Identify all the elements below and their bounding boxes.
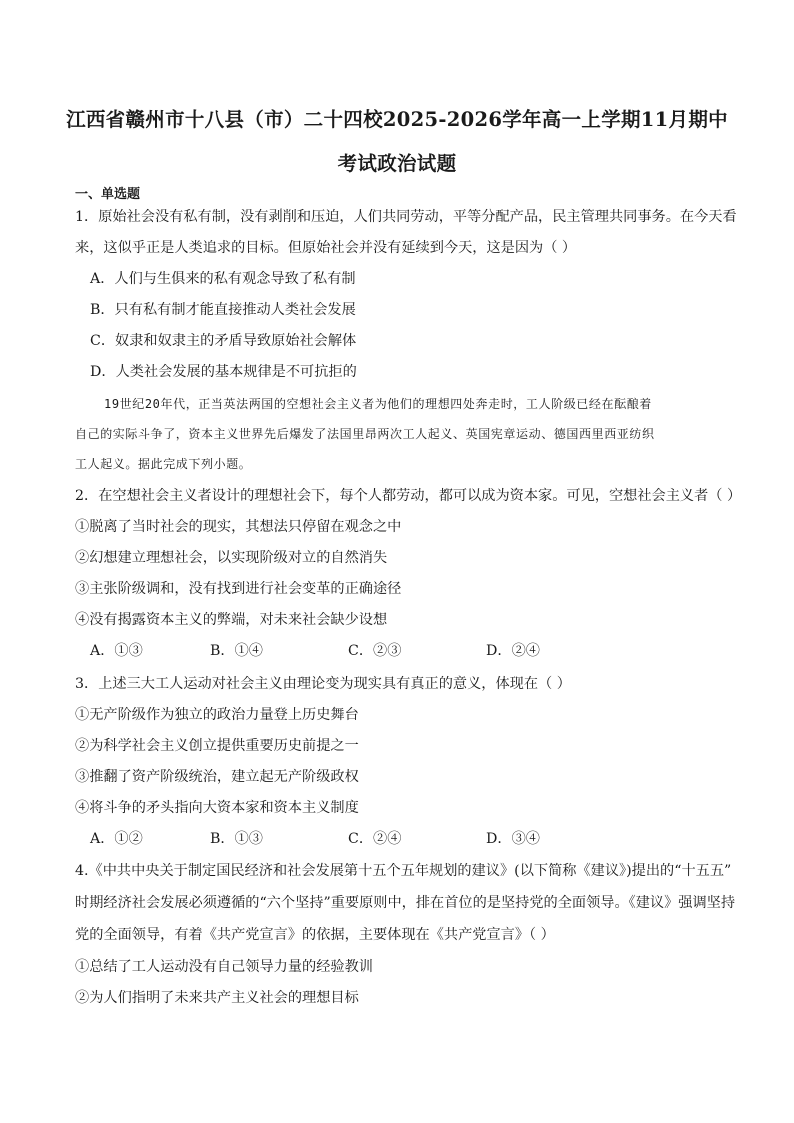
q3-option-d[interactable]: D．③④ bbox=[486, 831, 540, 847]
exam-title-line1: 江西省赣州市十八县（市）二十四校2025-2026学年高一上学期11月期中 bbox=[66, 108, 728, 131]
q3-statement-2: ②为科学社会主义创立提供重要历史前提之一 bbox=[75, 738, 359, 754]
section-heading: 一、单选题 bbox=[75, 187, 141, 202]
q4-stem-line3: 党的全面领导，有着《共产党宣言》的依据，主要体现在《共产党宣言》（ ） bbox=[75, 927, 555, 943]
q4-statement-1: ①总结了工人运动没有自己领导力量的经验教训 bbox=[75, 959, 373, 975]
q3-stem: 3．上述三大工人运动对社会主义由理论变为现实具有真正的意义，体现在（ ） bbox=[75, 676, 571, 692]
q4-stem-line2: 时期经济社会发展必须遵循的“六个坚持”重要原则中，排在首位的是坚持党的全面领导。《建议》强调坚持 bbox=[75, 895, 736, 911]
q3-statement-1: ①无产阶级作为独立的政治力量登上历史舞台 bbox=[75, 707, 359, 723]
q1-stem-line1: 1．原始社会没有私有制，没有剥削和压迫，人们共同劳动，平等分配产品，民主管理共同事务。在今天看 bbox=[75, 209, 737, 225]
q3-option-a[interactable]: A．①② bbox=[90, 831, 143, 847]
q1-option-d[interactable]: D．人类社会发展的基本规律是不可抗拒的 bbox=[90, 364, 357, 380]
q2-statement-4: ④没有揭露资本主义的弊端，对未来社会缺少设想 bbox=[75, 612, 388, 628]
q3-option-b[interactable]: B．①③ bbox=[210, 831, 263, 847]
q3-statement-4: ④将斗争的矛头指向大资本家和资本主义制度 bbox=[75, 800, 359, 816]
q3-statement-3: ③推翻了资产阶级统治，建立起无产阶级政权 bbox=[75, 769, 359, 785]
q1-option-b[interactable]: B．只有私有制才能直接推动人类社会发展 bbox=[90, 302, 356, 318]
q2-option-b[interactable]: B．①④ bbox=[210, 643, 263, 659]
q4-stem-line1: 4.《中共中央关于制定国民经济和社会发展第十五个五年规划的建议》(以下简称《建议》)提出的“十五五” bbox=[75, 863, 732, 879]
q2-statement-3: ③主张阶级调和，没有找到进行社会变革的正确途径 bbox=[75, 581, 402, 597]
material-line2: 自己的实际斗争了，资本主义世界先后爆发了法国里昂两次工人起义、英国宪章运动、德国西里西亚纺织 bbox=[75, 427, 655, 441]
material-line3: 工人起义。据此完成下列小题。 bbox=[75, 457, 252, 471]
q2-statement-1: ①脱离了当时社会的现实，其想法只停留在观念之中 bbox=[75, 519, 402, 535]
material-line1: 19世纪20年代，正当英法两国的空想社会主义者为他们的理想四处奔走时，工人阶级已经在酝酿着 bbox=[104, 397, 652, 411]
q2-option-d[interactable]: D．②④ bbox=[486, 643, 540, 659]
q2-option-a[interactable]: A．①③ bbox=[90, 643, 143, 659]
q3-option-c[interactable]: C．②④ bbox=[348, 831, 402, 847]
q2-statement-2: ②幻想建立理想社会，以实现阶级对立的自然消失 bbox=[75, 550, 388, 566]
exam-title-line2: 考试政治试题 bbox=[337, 152, 457, 175]
q2-stem: 2．在空想社会主义者设计的理想社会下，每个人都劳动，都可以成为资本家。可见，空想社会主义者（ ） bbox=[75, 488, 742, 504]
q1-stem-line2: 来，这似乎正是人类追求的目标。但原始社会并没有延续到今天，这是因为（ ） bbox=[75, 240, 577, 256]
q1-option-a[interactable]: A．人们与生俱来的私有观念导致了私有制 bbox=[90, 271, 356, 287]
q4-statement-2: ②为人们指明了未来共产主义社会的理想目标 bbox=[75, 990, 359, 1006]
q2-option-c[interactable]: C．②③ bbox=[348, 643, 402, 659]
q1-option-c[interactable]: C．奴隶和奴隶主的矛盾导致原始社会解体 bbox=[90, 333, 357, 349]
